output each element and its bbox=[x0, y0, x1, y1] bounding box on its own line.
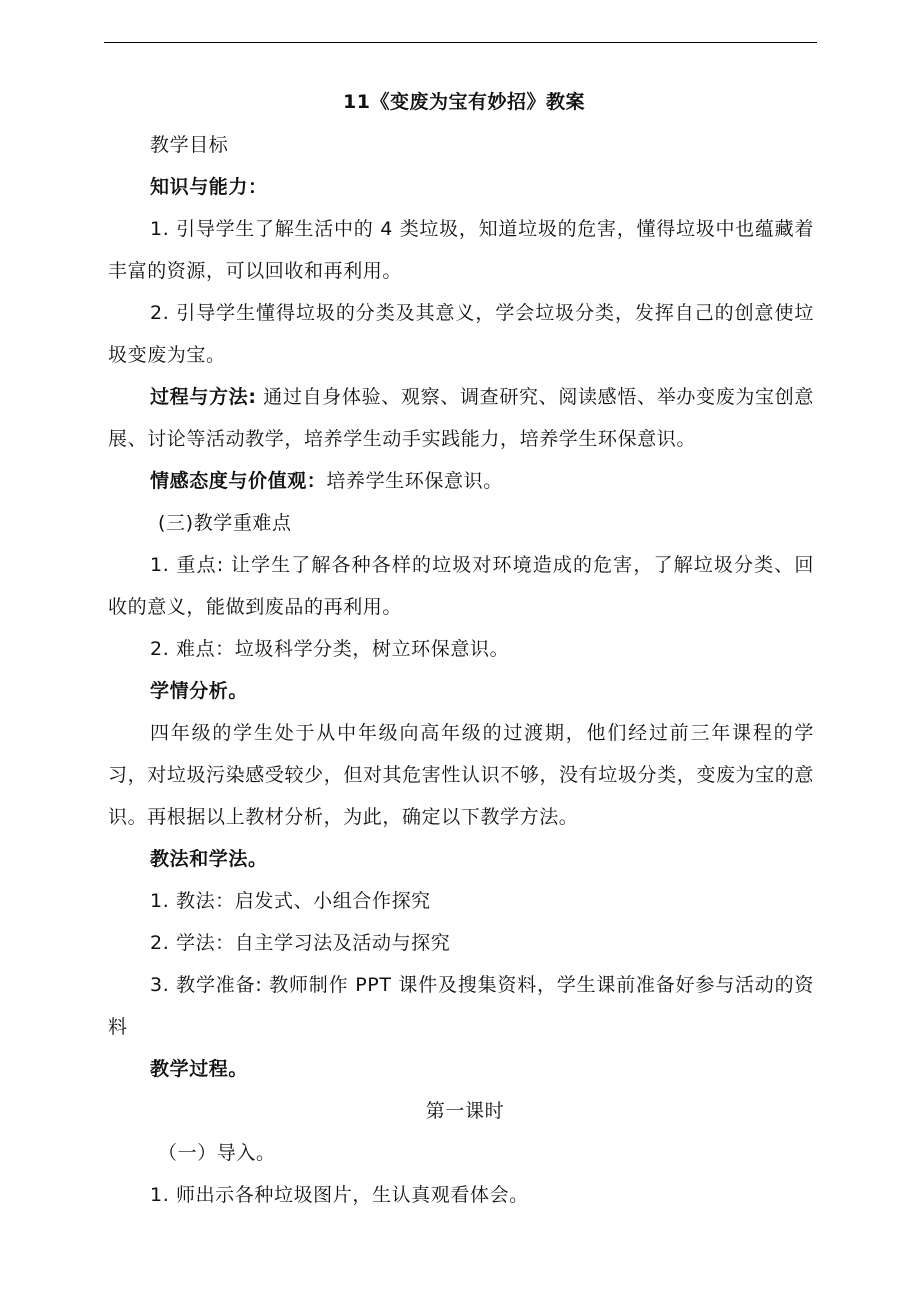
subheading-student-analysis: 学情分析。 bbox=[150, 680, 249, 702]
subheading-knowledge-ability: 知识与能力： bbox=[150, 176, 268, 198]
lead-attitude-values: 情感态度与价值观： bbox=[150, 470, 327, 492]
section-heading-key-difficult-points: (三)教学重难点 bbox=[158, 512, 292, 534]
paragraph-difficult-point: 2. 难点：垃圾科学分类，树立环保意识。 bbox=[150, 638, 510, 660]
document-title: 11《变废为宝有妙招》教案 bbox=[343, 91, 585, 113]
subheading-teaching-process: 教学过程。 bbox=[150, 1058, 249, 1080]
lead-process-method: 过程与方法: bbox=[150, 386, 257, 408]
text-attitude-values: 培养学生环保意识。 bbox=[326, 470, 503, 492]
section-heading-teaching-goals: 教学目标 bbox=[150, 134, 229, 156]
paragraph-learning-method: 2. 学法：自主学习法及活动与探究 bbox=[150, 932, 451, 954]
text-process-method: 通过自身体验、观察、调查研究、阅读感悟、举办变废为宝创意展、讨论等活动教学，培养学生动手实践能力，培养学生环保意识。 bbox=[108, 386, 814, 450]
section-heading-introduction: （一）导入。 bbox=[158, 1142, 276, 1164]
paragraph-student-analysis: 四年级的学生处于从中年级向高年级的过渡期，他们经过前三年课程的学习，对垃圾污染感受较少，但对其危害性认识不够，没有垃圾分类，变废为宝的意识。再根据以上教材分析，为此，确定以下教学方法。 bbox=[108, 722, 814, 828]
paragraph-key-point: 1. 重点: 让学生了解各种各样的垃圾对环境造成的危害，了解垃圾分类、回收的意义，能做到废品的再利用。 bbox=[108, 554, 814, 618]
paragraph-goal-1: 1. 引导学生了解生活中的 4 类垃圾，知道垃圾的危害，懂得垃圾中也蕴藏着丰富的资源，可以回收和再利用。 bbox=[108, 218, 814, 282]
paragraph-goal-2: 2. 引导学生懂得垃圾的分类及其意义，学会垃圾分类，发挥自己的创意使垃圾变废为宝。 bbox=[108, 302, 814, 366]
header-rule bbox=[104, 42, 817, 43]
paragraph-teaching-method: 1. 教法：启发式、小组合作探究 bbox=[150, 890, 431, 912]
lesson-one-title: 第一课时 bbox=[425, 1100, 505, 1122]
document-body bbox=[108, 82, 814, 1216]
paragraph-attitude-values bbox=[108, 460, 814, 502]
paragraph-teaching-preparation: 3. 教学准备: 教师制作 PPT 课件及搜集资料，学生课前准备好参与活动的资料 bbox=[108, 974, 814, 1038]
paragraph-intro-step-1: 1. 师出示各种垃圾图片，生认真观看体会。 bbox=[150, 1184, 529, 1206]
paragraph-process-method bbox=[108, 376, 814, 460]
subheading-teaching-methods: 教法和学法。 bbox=[150, 848, 268, 870]
